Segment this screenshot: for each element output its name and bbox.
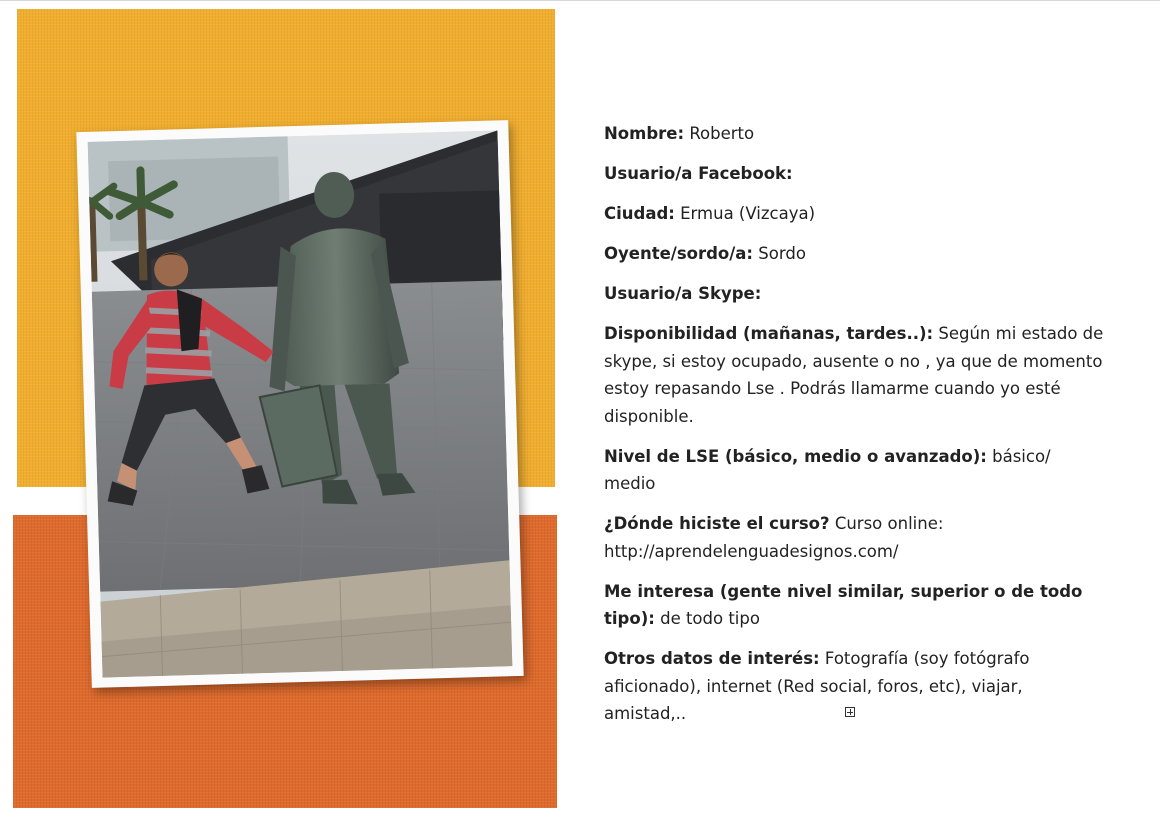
profile-photo [88,130,513,677]
field-label: Usuario/a Facebook: [604,164,793,183]
field-value: Según mi estado de skype, si estoy ocupado, ausente o no , ya que de momento estoy repasando Lse . Podrás llamarme cuando yo esté disponible. [604,324,1104,426]
anchor-handle-icon[interactable] [845,707,855,717]
field-value: Curso online: http://aprendelenguadesignos.com/ [604,514,944,561]
field-value: Fotografía (soy fotógrafo aficionado), internet (Red social, foros, etc), viajar, amistad,.. [604,649,1030,723]
field-ciudad [604,200,1104,228]
field-curso [604,510,1104,565]
field-label: Usuario/a Skype: [604,284,762,303]
field-nombre [604,120,1104,148]
field-value: Sordo [758,244,806,263]
field-label: ¿Dónde hiciste el curso? [604,514,830,533]
field-nivel-lse [604,443,1104,498]
field-label: Me interesa (gente nivel similar, superior o de todo tipo): [604,581,1083,628]
field-label: Otros datos de interés: [604,649,820,668]
top-border [0,0,1160,1]
field-value: Ermua (Vizcaya) [680,204,816,223]
photo-frame [76,120,523,688]
field-label: Disponibilidad (mañanas, tardes..): [604,324,934,343]
field-interesa [604,578,1104,633]
field-label: Oyente/sordo/a: [604,244,754,263]
field-skype [604,280,1104,308]
field-label: Ciudad: [604,204,675,223]
field-label: Nivel de LSE (básico, medio o avanzado): [604,446,987,466]
field-label: Nombre: [604,124,685,143]
field-value: Roberto [689,124,755,143]
field-value: básico/ medio [604,446,1051,493]
profile-info [604,120,1104,740]
field-facebook [604,160,1104,188]
field-oyente-sordo [604,240,1104,268]
field-disponibilidad [604,320,1104,430]
field-value: de todo tipo [660,609,760,628]
